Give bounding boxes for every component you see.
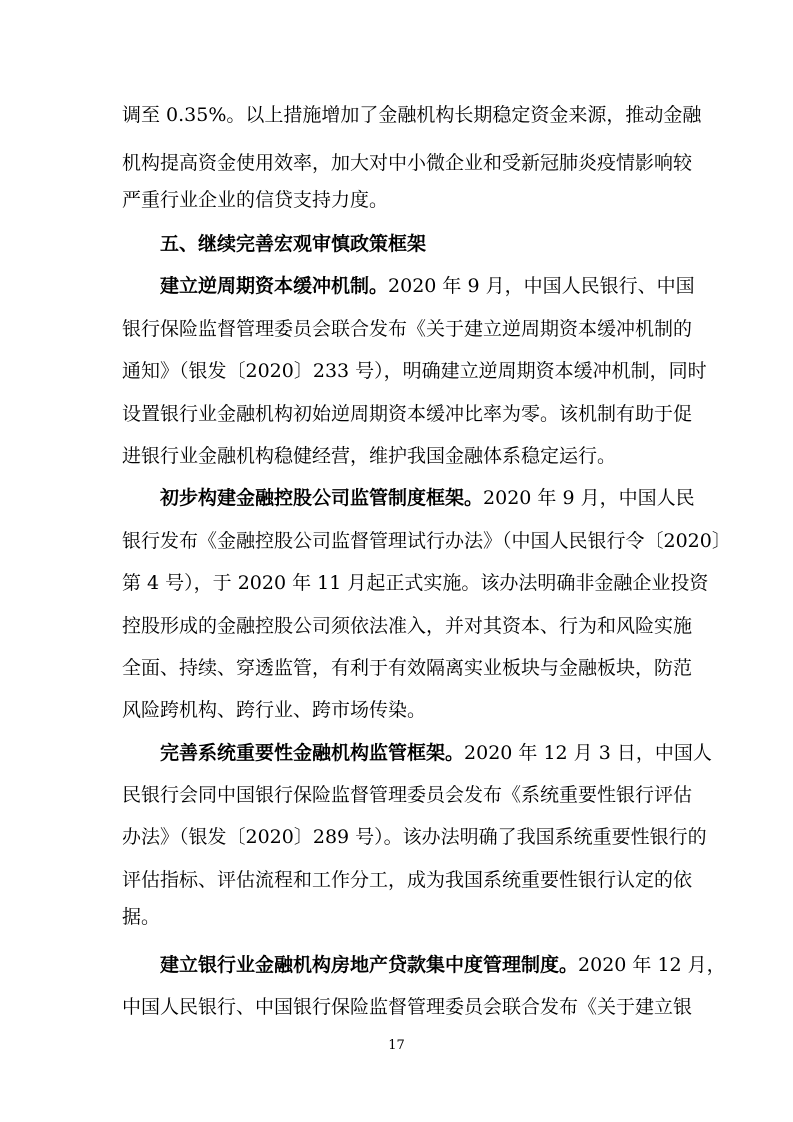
section-heading: 五、继续完善宏观审慎政策框架 — [160, 233, 427, 255]
paragraph-lead-text: 2020 年 9 月，中国人民 — [483, 487, 695, 509]
paragraph-first-line — [160, 954, 726, 976]
paragraph-first-line — [160, 487, 695, 509]
paragraph-lead-title: 完善系统重要性金融机构监管框架。 — [160, 742, 465, 764]
body-text-line: 进银行业金融机构稳健经营，维护我国金融体系稳定运行。 — [122, 445, 617, 467]
paragraph-first-line — [160, 742, 712, 764]
body-text-line: 银行发布《金融控股公司监督管理试行办法》（中国人民银行令〔2020〕 — [122, 530, 731, 552]
body-text-line: 机构提高资金使用效率，加大对中小微企业和受新冠肺炎疫情影响较 — [122, 152, 693, 174]
body-text-line: 第 4 号），于 2020 年 11 月起正式实施。该办法明确非金融企业投资 — [122, 572, 709, 594]
paragraph-lead-text: 2020 年 12 月 3 日，中国人 — [464, 742, 712, 764]
body-text-line: 调至 0.35%。以上措施增加了金融机构长期稳定资金来源，推动金融 — [122, 104, 702, 126]
page-number: 17 — [388, 1038, 405, 1053]
paragraph-lead-title: 初步构建金融控股公司监管制度框架。 — [160, 487, 484, 509]
body-text-line: 办法》（银发〔2020〕289 号）。该办法明确了我国系统重要性银行的 — [122, 826, 707, 848]
body-text-line: 设置银行业金融机构初始逆周期资本缓冲比率为零。该机制有助于促 — [122, 403, 693, 425]
body-text-line: 评估指标、评估流程和工作分工，成为我国系统重要性银行认定的依 — [122, 869, 693, 891]
paragraph-lead-text: 2020 年 9 月，中国人民银行、中国 — [388, 275, 695, 297]
body-text-line: 银行保险监督管理委员会联合发布《关于建立逆周期资本缓冲机制的 — [122, 318, 693, 340]
body-text-line: 全面、持续、穿透监管，有利于有效隔离实业板块与金融板块，防范 — [122, 657, 693, 679]
paragraph-lead-text: 2020 年 12 月， — [578, 954, 726, 976]
body-text-line: 据。 — [122, 906, 161, 928]
body-text-line: 中国人民银行、中国银行保险监督管理委员会联合发布《关于建立银 — [122, 996, 693, 1018]
body-text-line: 风险跨机构、跨行业、跨市场传染。 — [122, 699, 427, 721]
paragraph-lead-title: 建立银行业金融机构房地产贷款集中度管理制度。 — [160, 954, 579, 976]
body-text-line: 通知》（银发〔2020〕233 号），明确建立逆周期资本缓冲机制，同时 — [122, 360, 707, 382]
paragraph-first-line — [160, 275, 695, 297]
body-text-line: 严重行业企业的信贷支持力度。 — [122, 189, 389, 211]
body-text-line: 控股形成的金融控股公司须依法准入，并对其资本、行为和风险实施 — [122, 615, 693, 637]
body-text-line: 民银行会同中国银行保险监督管理委员会发布《系统重要性银行评估 — [122, 784, 693, 806]
paragraph-lead-title: 建立逆周期资本缓冲机制。 — [160, 275, 389, 297]
